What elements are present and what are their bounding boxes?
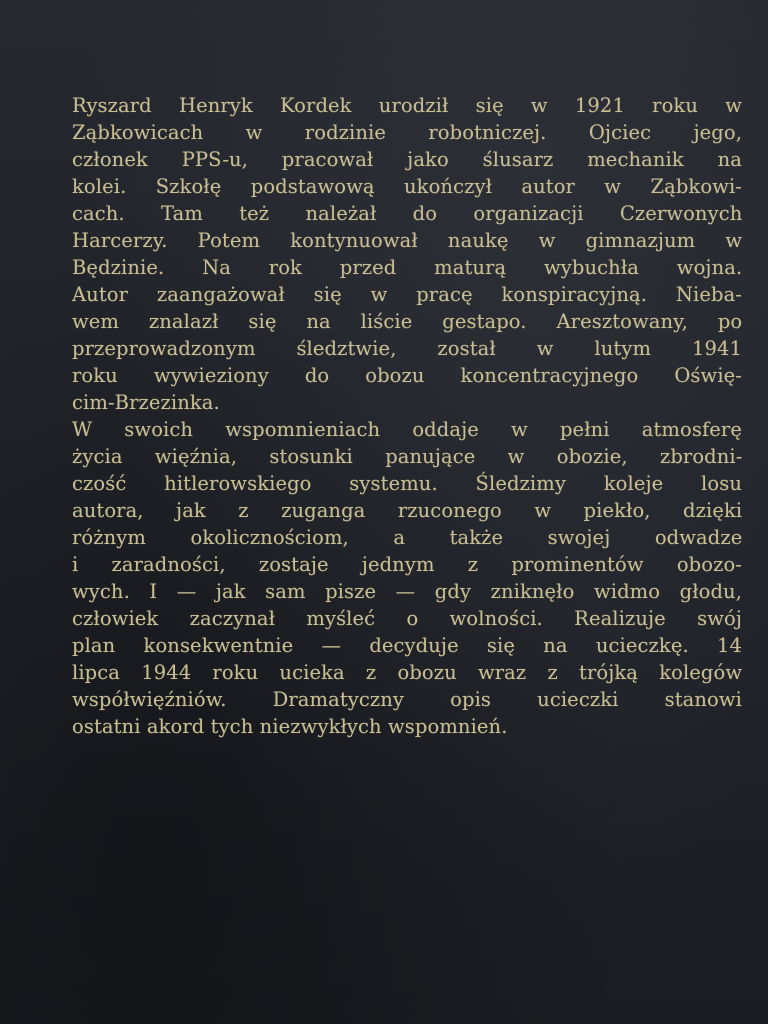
text-line: czość hitlerowskiego systemu. Śledzimy koleje losu xyxy=(72,472,742,495)
text-line: ostatni akord tych niezwykłych wspomnień. xyxy=(72,715,508,738)
text-line: Autor zaangażował się w pracę konspiracyjną. Nieba- xyxy=(72,283,742,306)
blurb-paragraph-1 xyxy=(72,92,742,416)
text-line: Harcerzy. Potem kontynuował naukę w gimnazjum w xyxy=(72,229,742,252)
text-line: kolei. Szkołę podstawową ukończył autor w Ząbkowi- xyxy=(72,175,742,198)
text-line: lipca 1944 roku ucieka z obozu wraz z trójką kolegów xyxy=(72,661,742,684)
text-line: Ryszard Henryk Kordek urodził się w 1921 roku w xyxy=(72,94,742,117)
text-line: życia więźnia, stosunki panujące w obozie, zbrodni- xyxy=(72,445,742,468)
text-line: członek PPS-u, pracował jako ślusarz mechanik na xyxy=(72,148,742,171)
text-line: plan konsekwentnie — decyduje się na ucieczkę. 14 xyxy=(72,634,742,657)
text-line: wych. I — jak sam pisze — gdy zniknęło widmo głodu, xyxy=(72,580,742,603)
text-line: Będzinie. Na rok przed maturą wybuchła wojna. xyxy=(72,256,742,279)
text-line: przeprowadzonym śledztwie, został w lutym 1941 xyxy=(72,337,742,360)
text-line: człowiek zaczynał myśleć o wolności. Realizuje swój xyxy=(72,607,742,630)
text-line: cach. Tam też należał do organizacji Czerwonych xyxy=(72,202,742,225)
blurb-paragraph-2 xyxy=(72,416,742,740)
text-line: i zaradności, zostaje jednym z prominentów obozo- xyxy=(72,553,742,576)
text-line: roku wywieziony do obozu koncentracyjnego Oświę- xyxy=(72,364,742,387)
text-line: W swoich wspomnieniach oddaje w pełni atmosferę xyxy=(72,418,742,441)
text-line: współwięźniów. Dramatyczny opis ucieczki stanowi xyxy=(72,688,742,711)
text-line: różnym okolicznościom, a także swojej odwadze xyxy=(72,526,742,549)
text-line: cim-Brzezinka. xyxy=(72,391,220,414)
text-line: Ząbkowicach w rodzinie robotniczej. Ojciec jego, xyxy=(72,121,742,144)
back-cover-blurb xyxy=(72,92,742,740)
text-line: wem znalazł się na liście gestapo. Aresztowany, po xyxy=(72,310,742,333)
text-line: autora, jak z zuganga rzuconego w piekło, dzięki xyxy=(72,499,742,522)
